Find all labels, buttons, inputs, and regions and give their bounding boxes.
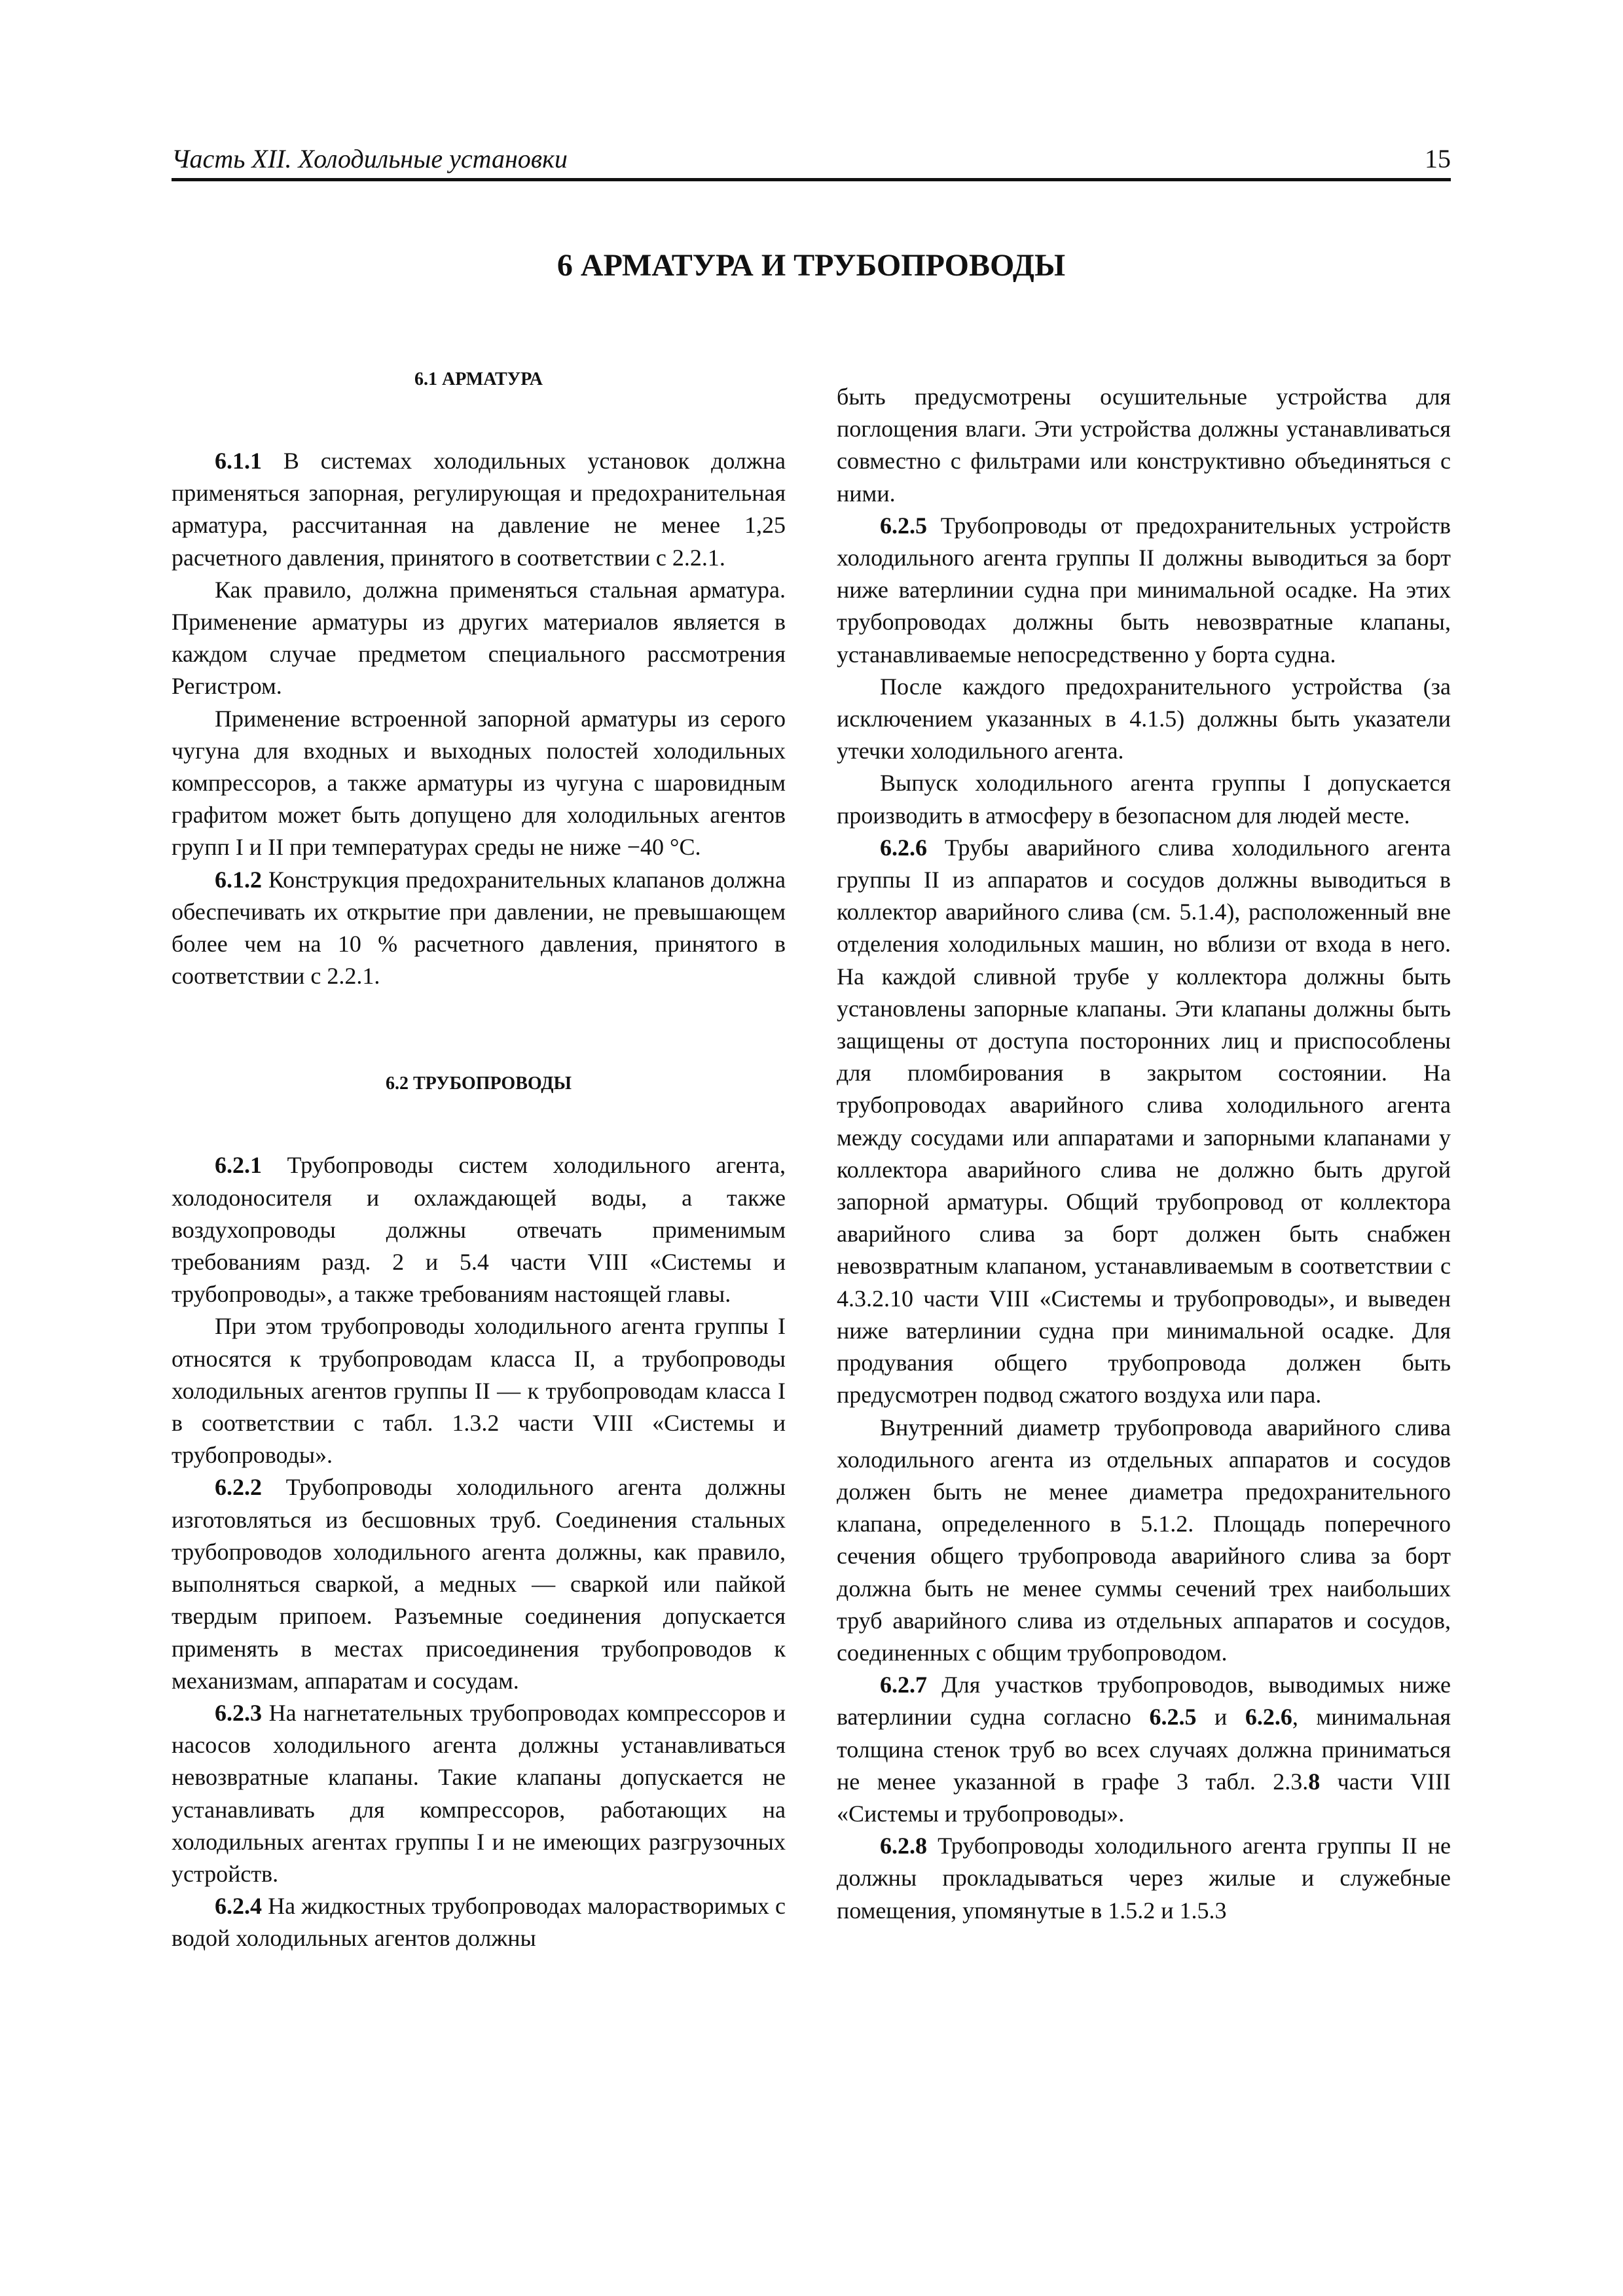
clause-number: 6.1.2 — [215, 866, 262, 893]
paragraph-text: и — [1196, 1704, 1245, 1731]
paragraph-6-2-7 — [837, 1669, 1451, 1830]
clause-number: 6.2.8 — [880, 1833, 927, 1859]
paragraph-6-1-2 — [172, 864, 786, 993]
paragraph-text: , минимальная толщина стенок труб во всех случаях должна приниматься не менее указанной в графе 3 табл. 2.3. — [837, 1704, 1451, 1795]
paragraph-text: Трубопроводы от предохранительных устройств холодильного агента группы II должны выводиться за борт ниже ватерлинии судна при минимальной осадке. На этих трубопроводах должны быть невозвратные клапаны, устанавливаемые непосредственно у борта судна. — [837, 512, 1451, 668]
paragraph: Внутренний диаметр трубопровода аварийного слива холодильного агента из отдельных аппаратов и сосудов должен быть не менее диаметра предохранительного клапана, определенного в 5.1.2. Площадь поперечного сечения общего трубопровода аварийного слива за борт должна быть не менее суммы сечений трех наибольших труб аварийного слива из отдельных аппаратов и сосудов, соединенных с общим трубопроводом. — [837, 1414, 1451, 1666]
paragraph-6-2-2 — [172, 1471, 786, 1696]
paragraph-6-2-4-continued: быть предусмотрены осушительные устройства для поглощения влаги. Эти устройства должны устанавливаться совместно с фильтрами или конструктивно объединяться с ними. — [837, 384, 1451, 507]
paragraph-text: В системах холодильных установок должна применяться запорная, регулирующая и предохранительная арматура, рассчитанная на давление не менее 1,25 расчетного давления, принятого в соответствии с 2.2.1. — [172, 448, 786, 571]
right-column — [837, 381, 1451, 1927]
paragraph-6-2-8 — [837, 1830, 1451, 1927]
paragraph-text: На жидкостных трубопроводах малорастворимых с водой холодильных агентов должны — [172, 1893, 786, 1952]
paragraph-text: Трубопроводы холодильного агента группы II не должны прокладываться через жилые и служебные помещения, упомянутые в 1.5.2 и 1.5.3 — [837, 1833, 1451, 1924]
clause-number: 6.2.3 — [215, 1699, 262, 1726]
clause-number: 6.2.2 — [215, 1474, 262, 1501]
part-title: Часть XII. Холодильные установки — [172, 144, 568, 173]
paragraph: При этом трубопроводы холодильного агента группы I относятся к трубопроводам класса II, а трубопроводы холодильных агентов группы II — к трубопроводам класса I в соответствии с табл. 1.3.2 части VIII «Системы и трубопроводы». — [172, 1313, 786, 1469]
clause-number: 6.2.6 — [880, 834, 927, 861]
paragraph-text: Конструкция предохранительных клапанов должна обеспечивать их открытие при давлении, не превышающем более чем на 10 % расчетного давления, принятого в соответствии с 2.2.1. — [172, 866, 786, 990]
clause-number: 6.2.7 — [880, 1672, 927, 1698]
page-number: 15 — [1425, 144, 1451, 173]
paragraph: Применение встроенной запорной арматуры из серого чугуна для входных и выходных полостей холодильных компрессоров, а также арматуры из чугуна с шаровидным графитом может быть допущено для холодильных агентов групп I и II при температурах среды не ниже −40 °С. — [172, 705, 786, 861]
clause-reference: 6.2.6 — [1245, 1704, 1292, 1731]
paragraph: Выпуск холодильного агента группы I допускается производить в атмосферу в безопасном для людей месте. — [837, 770, 1451, 829]
paragraph: После каждого предохранительного устройства (за исключением указанных в 4.1.5) должны быть указатели утечки холодильного агента. — [837, 673, 1451, 764]
clause-number: 6.1.1 — [215, 448, 262, 474]
table-reference-digit: 8 — [1308, 1768, 1321, 1795]
clause-number: 6.2.1 — [215, 1152, 262, 1179]
clause-number: 6.2.5 — [880, 512, 927, 539]
left-column — [172, 367, 786, 1955]
paragraph-text: На нагнетательных трубопроводах компрессоров и насосов холодильного агента должны устанавливаться невозвратные клапаны. Такие клапаны допускается не устанавливать для компрессоров, работающих на холодильных агентах группы I и не имеющих разгрузочных устройств. — [172, 1699, 786, 1887]
paragraph-6-2-4 — [172, 1890, 786, 1954]
running-header — [172, 145, 1451, 181]
paragraph: Как правило, должна применяться стальная арматура. Применение арматуры из других материалов является в каждом случае предметом специального рассмотрения Регистром. — [172, 576, 786, 700]
paragraph-text: Трубопроводы систем холодильного агента, холодоносителя и охлаждающей воды, а также воздухопроводы должны отвечать применимым требованиям разд. 2 и 5.4 части VIII «Системы и трубопроводы», а также требованиям настоящей главы. — [172, 1152, 786, 1308]
paragraph-text: Трубопроводы холодильного агента должны изготовляться из бесшовных труб. Соединения стальных трубопроводов холодильного агента должны, как правило, выполняться сваркой, а медных — сваркой или пайкой твердым припоем. Разъемные соединения допускается применять в местах присоединения трубопроводов к механизмам, аппаратам и сосудам. — [172, 1474, 786, 1694]
paragraph-text: Трубы аварийного слива холодильного агента группы II из аппаратов и сосудов должны выводиться в коллектор аварийного слива (см. 5.1.4), расположенный вне отделения холодильных машин, но вблизи от входа в него. На каждой сливной трубе у коллектора должны быть установлены запорные клапаны. Эти клапаны должны быть защищены от доступа посторонних лиц и приспособлены для пломбирования в закрытом состоянии. На трубопроводах аварийного слива холодильного агента между сосудами или аппаратами и запорными клапанами у коллектора аварийного слива не должно быть другой запорной арматуры. Общий трубопровод от коллектора аварийного слива за борт должен быть снабжен невозвратным клапаном, устанавливаемым в соответствии с 4.3.2.10 части VIII «Системы и трубопроводы», и выведен ниже ватерлинии судна при минимальной осадке. Для продувания общего трубопровода должен быть предусмотрен подвод сжатого воздуха или пара. — [837, 834, 1451, 1408]
paragraph-6-2-6 — [837, 832, 1451, 1412]
paragraph-6-2-1 — [172, 1149, 786, 1310]
paragraph-6-2-3 — [172, 1697, 786, 1890]
paragraph-6-2-5 — [837, 510, 1451, 671]
paragraph-text: Для участков трубопроводов, выводимых ниже ватерлинии судна согласно — [837, 1672, 1451, 1731]
clause-reference: 6.2.5 — [1149, 1704, 1197, 1731]
chapter-title: 6 АРМАТУРА И ТРУБОПРОВОДЫ — [556, 248, 1066, 283]
paragraph-text: части VIII «Системы и трубопроводы». — [837, 1768, 1451, 1827]
section-heading-6-2: 6.2 ТРУБОПРОВОДЫ — [385, 1073, 572, 1094]
section-heading-6-1: 6.1 АРМАТУРА — [414, 369, 543, 389]
paragraph-6-1-1 — [172, 445, 786, 574]
clause-number: 6.2.4 — [215, 1893, 262, 1920]
